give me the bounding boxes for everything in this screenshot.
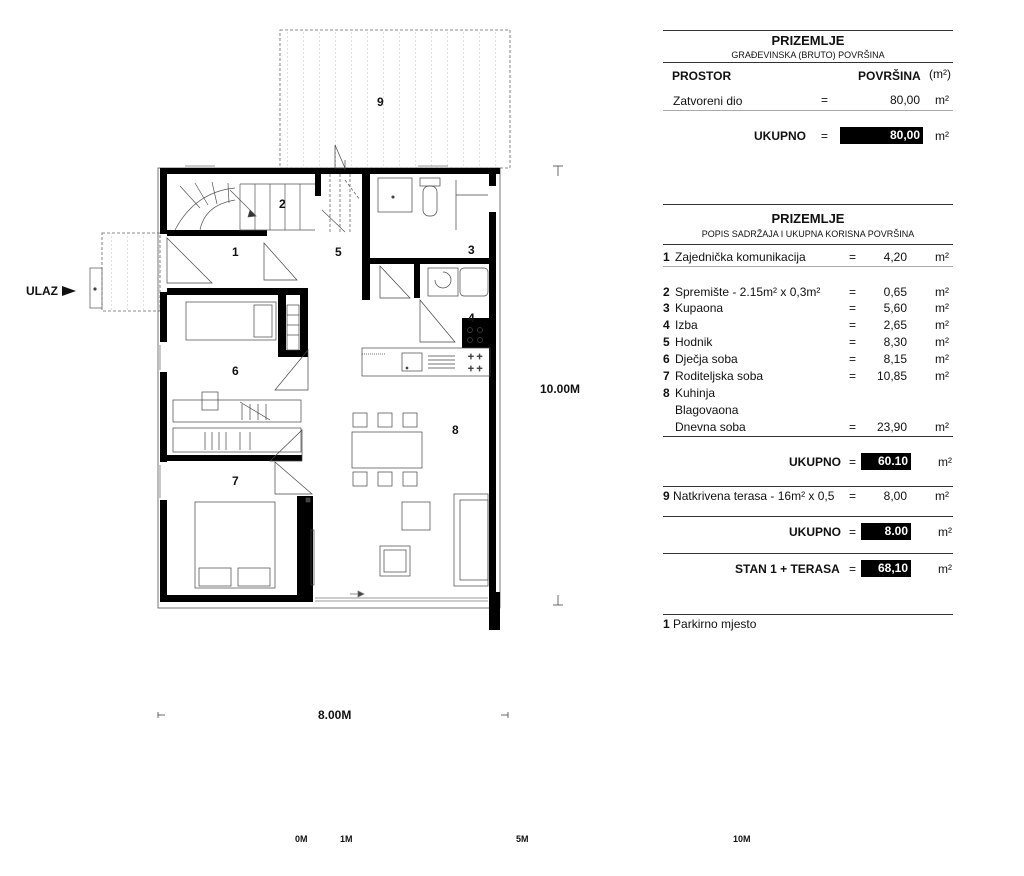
svg-text:+ +: + + bbox=[468, 352, 483, 363]
table2-row-value: 8,30 bbox=[883, 335, 907, 349]
table2-terrace-unit: m² bbox=[935, 489, 949, 503]
room-number-1: 1 bbox=[232, 245, 239, 259]
table1-row-name: Zatvoreni dio bbox=[673, 94, 743, 108]
scale-label-10m: 10M bbox=[733, 834, 751, 844]
table2-row-eq: = bbox=[849, 420, 857, 434]
entrance-porch bbox=[90, 233, 160, 311]
table2-row-num: 7 bbox=[663, 369, 670, 383]
table2-terrace-eq: = bbox=[849, 489, 857, 503]
table2-row-unit: m² bbox=[935, 420, 949, 434]
table2-row-name: Blagovaona bbox=[675, 403, 739, 417]
parking-num: 1 bbox=[663, 617, 670, 631]
table2-row-num: 3 bbox=[663, 301, 670, 315]
table2-row-name: Izba bbox=[675, 318, 698, 332]
table2-row-value: 2,65 bbox=[883, 318, 907, 332]
table2-row-name: Kupaona bbox=[675, 301, 724, 315]
dining-table bbox=[352, 413, 430, 576]
scale-label-0m: 0M bbox=[295, 834, 308, 844]
table2-terrace-total-value: 8.00 bbox=[861, 523, 911, 540]
table2-subtotal-value: 60.10 bbox=[861, 453, 911, 470]
sofa bbox=[454, 494, 488, 586]
entrance-arrow-icon bbox=[62, 286, 76, 296]
table2-row-num: 2 bbox=[663, 285, 670, 299]
table1-total-eq: = bbox=[821, 129, 829, 143]
table2-row-num: 8 bbox=[663, 386, 670, 400]
terrace-area bbox=[280, 30, 510, 168]
table2-terrace-value: 8,00 bbox=[883, 489, 907, 503]
kitchen-counter bbox=[362, 348, 490, 376]
table2-subtotal-eq: = bbox=[849, 455, 857, 469]
staircase bbox=[175, 174, 360, 232]
room7-furniture bbox=[173, 428, 314, 588]
table1-row-value: 80,00 bbox=[889, 93, 920, 107]
table2-terrace-total-eq: = bbox=[849, 525, 857, 539]
table2-grand-value: 68,10 bbox=[861, 560, 911, 577]
table2-row-eq: = bbox=[849, 318, 857, 332]
table1-total-label: UKUPNO bbox=[754, 129, 807, 143]
room-number-9: 9 bbox=[377, 95, 384, 109]
room-number-6: 6 bbox=[232, 364, 239, 378]
table2-row-unit: m² bbox=[935, 301, 949, 315]
table2-row-unit: m² bbox=[935, 352, 949, 366]
walls bbox=[160, 168, 500, 630]
room-number-2: 2 bbox=[279, 197, 286, 211]
table1-row-eq: = bbox=[821, 93, 829, 107]
table2-row-unit: m² bbox=[935, 335, 949, 349]
room-number-8: 8 bbox=[452, 423, 459, 437]
table2-row-eq: = bbox=[849, 285, 857, 299]
table2-subtotal-label: UKUPNO bbox=[789, 455, 842, 469]
table1-subtitle: GRAĐEVINSKA (BRUTO) POVRŠINA bbox=[731, 50, 885, 60]
parking-name: Parkirno mjesto bbox=[673, 617, 757, 631]
table2-row-eq: = bbox=[849, 352, 857, 366]
table2-row-eq: = bbox=[849, 369, 857, 383]
table2-row-eq: = bbox=[849, 335, 857, 349]
table2-row-value: 10,85 bbox=[876, 369, 907, 383]
table2-terrace-total-label: UKUPNO bbox=[789, 525, 842, 539]
table2-row-name: Zajednička komunikacija bbox=[675, 250, 806, 264]
table2-grand-label: STAN 1 + TERASA bbox=[735, 562, 840, 576]
table2-grand-eq: = bbox=[849, 562, 857, 576]
table2-row-num: 1 bbox=[663, 250, 670, 264]
table1-col-prostor: PROSTOR bbox=[672, 69, 732, 83]
dimension-height: 10.00M bbox=[540, 382, 581, 396]
table2-row-num: 6 bbox=[663, 352, 670, 366]
room-number-4: 4 bbox=[468, 311, 475, 325]
table2-row-eq: = bbox=[849, 250, 857, 264]
room-number-7: 7 bbox=[232, 474, 239, 488]
dimension-width: 8.00M bbox=[318, 708, 352, 722]
table2-row-name: Dnevna soba bbox=[675, 420, 746, 434]
table1-title: PRIZEMLJE bbox=[771, 33, 845, 48]
table2-grand-unit: m² bbox=[938, 562, 952, 576]
table2-row-value: 23,90 bbox=[876, 420, 907, 434]
scale-label-5m: 5M bbox=[516, 834, 529, 844]
scale-label-1m: 1M bbox=[340, 834, 353, 844]
table2-row-unit: m² bbox=[935, 250, 949, 264]
table1-total-unit: m² bbox=[935, 129, 949, 143]
table2-row-unit: m² bbox=[935, 285, 949, 299]
table2-row-name: Roditeljska soba bbox=[675, 369, 764, 383]
table2-terrace-total-unit: m² bbox=[938, 525, 952, 539]
table2-row-value: 8,15 bbox=[883, 352, 907, 366]
table2-terrace-num: 9 bbox=[663, 489, 670, 503]
table2-row-divider bbox=[663, 266, 953, 267]
table2-row-name: Spremište - 2.15m² x 0,3m² bbox=[675, 285, 821, 299]
table1-row-unit: m² bbox=[935, 93, 949, 107]
table2-row-value: 0,65 bbox=[883, 285, 907, 299]
table2-title: PRIZEMLJE bbox=[771, 211, 845, 226]
table1-col-unit: (m²) bbox=[929, 67, 951, 81]
table2-row-num: 5 bbox=[663, 335, 670, 349]
entrance-label: ULAZ bbox=[26, 284, 58, 298]
table2-row-name: Hodnik bbox=[675, 335, 713, 349]
table1-col-povrsina: POVRŠINA bbox=[858, 69, 921, 83]
table2-row-eq: = bbox=[849, 301, 857, 315]
table2-subtotal-unit: m² bbox=[938, 455, 952, 469]
table2-row-name: Kuhinja bbox=[675, 386, 716, 400]
table2-row-name: Dječja soba bbox=[675, 352, 738, 366]
table2-row-unit: m² bbox=[935, 318, 949, 332]
table2-row-value: 5,60 bbox=[883, 301, 907, 315]
room-number-5: 5 bbox=[335, 245, 342, 259]
room-number-3: 3 bbox=[468, 243, 475, 257]
table2-row-unit: m² bbox=[935, 369, 949, 383]
dimension-lines bbox=[158, 166, 740, 843]
table2-row-value: 4,20 bbox=[883, 250, 907, 264]
table2-subtitle: POPIS SADRŽAJA I UKUPNA KORISNA POVRŠINA bbox=[701, 229, 915, 239]
table2-row-num: 4 bbox=[663, 318, 670, 332]
table1-total-value: 80,00 bbox=[840, 127, 923, 144]
svg-text:+ +: + + bbox=[468, 364, 483, 375]
table2-terrace-name: Natkrivena terasa - 16m² x 0,5 bbox=[673, 489, 835, 503]
